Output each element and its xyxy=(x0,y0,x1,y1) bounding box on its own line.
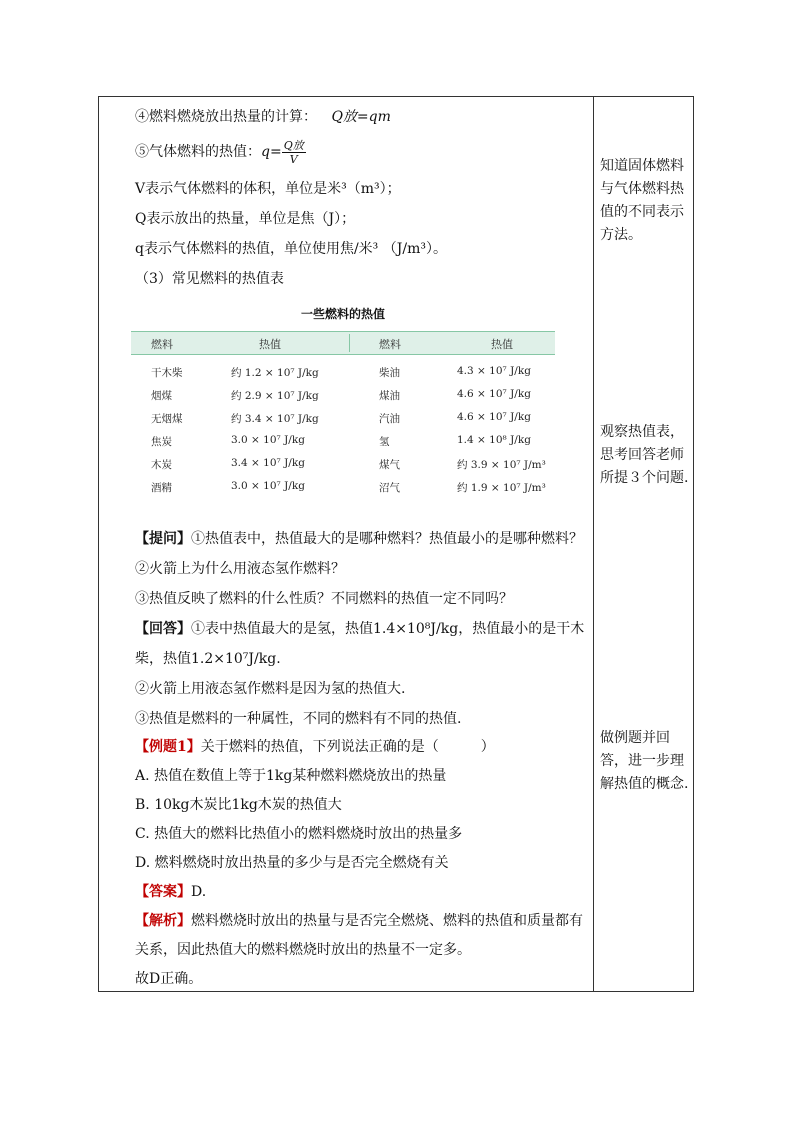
header-value-2: 热值 xyxy=(491,338,513,351)
formula-line-heat xyxy=(135,107,391,127)
question-2: ②火箭上为什么用液态氢作燃料？ xyxy=(135,561,345,577)
question-1-text: ①热值表中，热值最大的是哪种燃料？热值最小的是哪种燃料？ xyxy=(191,531,583,547)
side-note-3 xyxy=(600,727,688,796)
side-note-line: 答，进一步理 xyxy=(600,753,684,769)
row-fuel-1: 干木柴 xyxy=(151,367,183,379)
row-fuel-2: 煤气 xyxy=(379,459,400,471)
answer-label: 【回答】 xyxy=(135,621,191,637)
row-value-2: 约 3.9 × 10⁷ J/m³ xyxy=(457,459,546,471)
row-fuel-2: 氢 xyxy=(379,436,390,448)
question-3: ③热值反映了燃料的什么性质？不同燃料的热值一定不同吗？ xyxy=(135,591,513,607)
row-fuel-1: 木炭 xyxy=(151,459,172,471)
row-fuel-2: 沼气 xyxy=(379,482,400,494)
side-note-line: 与气体燃料热 xyxy=(600,181,684,197)
example-answer-label: 【答案】 xyxy=(135,884,191,900)
side-note-line: 做例题并回 xyxy=(600,730,670,746)
lesson-table xyxy=(98,96,694,992)
answer-1 xyxy=(135,619,584,639)
row-fuel-2: 汽油 xyxy=(379,413,400,425)
row-value-2: 4.3 × 10⁷ J/kg xyxy=(457,365,531,377)
header-fuel-1: 燃料 xyxy=(151,338,173,351)
question-1 xyxy=(135,529,583,549)
side-note-line: 值的不同表示 xyxy=(600,204,684,220)
header-separator xyxy=(349,334,350,352)
def-heat: Q表示放出的热量，单位是焦（J）； xyxy=(135,211,356,227)
example-analysis-text: 燃料燃烧时放出的热量与是否完全燃烧、燃料的热值和质量都有 xyxy=(191,913,583,929)
answer-1-text: ①表中热值最大的是氢，热值1.4×10⁸J/kg，热值最小的是干木 xyxy=(191,621,585,637)
row-value-2: 约 1.9 × 10⁷ J/m³ xyxy=(457,482,546,494)
fraction-denominator: V xyxy=(289,152,298,166)
example-analysis-cont: 关系，因此热值大的燃料燃烧时放出的热量不一定多。 xyxy=(135,942,471,958)
row-value-1: 3.0 × 10⁷ J/kg xyxy=(231,480,305,492)
example-stem xyxy=(135,737,495,757)
row-value-1: 约 3.4 × 10⁷ J/kg xyxy=(231,413,319,425)
example-analysis xyxy=(135,911,583,931)
example-analysis-label: 【解析】 xyxy=(135,913,191,929)
example-label: 【例题1】 xyxy=(135,739,201,755)
fuel-heat-value-table xyxy=(131,305,555,501)
header-value-1: 热值 xyxy=(259,338,281,351)
side-note-line: 思考回答老师 xyxy=(600,447,684,463)
def-heat-value: q表示气体燃料的热值，单位使用焦/米³ （J/m³）。 xyxy=(135,241,447,257)
row-fuel-1: 酒精 xyxy=(151,482,172,494)
question-label: 【提问】 xyxy=(135,531,191,547)
table-heading: （3）常见燃料的热值表 xyxy=(135,271,284,287)
row-value-1: 3.0 × 10⁷ J/kg xyxy=(231,434,305,446)
row-fuel-1: 焦炭 xyxy=(151,436,172,448)
side-note-line: 知道固体燃料 xyxy=(600,158,684,174)
formula-heat: Q放=qm xyxy=(331,109,391,125)
row-value-1: 约 2.9 × 10⁷ J/kg xyxy=(231,390,319,402)
row-value-2: 1.4 × 10⁸ J/kg xyxy=(457,434,531,446)
gas-formula-fraction xyxy=(282,139,306,166)
header-fuel-2: 燃料 xyxy=(379,338,401,351)
side-note-line: 观察热值表， xyxy=(600,424,684,440)
side-note-1 xyxy=(600,155,688,247)
answer-1-cont: 柴，热值1.2×10⁷J/kg. xyxy=(135,651,281,667)
gas-formula-label: ⑤气体燃料的热值： xyxy=(135,144,261,160)
side-note-line: 解热值的概念. xyxy=(600,776,689,792)
row-fuel-1: 无烟煤 xyxy=(151,413,183,425)
row-fuel-2: 煤油 xyxy=(379,390,400,402)
side-note-line: 所提３个问题. xyxy=(600,470,689,486)
row-value-2: 4.6 × 10⁷ J/kg xyxy=(457,388,531,400)
table-header-row xyxy=(131,331,555,355)
row-value-1: 约 1.2 × 10⁷ J/kg xyxy=(231,367,319,379)
formula-line-gas xyxy=(135,137,306,167)
def-volume: V表示气体燃料的体积，单位是米³（m³）； xyxy=(135,181,401,197)
row-value-1: 3.4 × 10⁷ J/kg xyxy=(231,457,305,469)
table-title: 一些燃料的热值 xyxy=(300,307,385,321)
main-column xyxy=(99,97,593,991)
answer-2: ②火箭上用液态氢作燃料是因为氢的热值大. xyxy=(135,681,406,697)
example-conclusion: 故D正确。 xyxy=(135,971,203,987)
answer-3: ③热值是燃料的一种属性，不同的燃料有不同的热值. xyxy=(135,711,462,727)
fraction-numerator: Q放 xyxy=(283,138,304,152)
example-answer-value: D. xyxy=(191,884,207,900)
option-a: A. 热值在数值上等于1kg某种燃料燃烧放出的热量 xyxy=(135,768,447,784)
row-value-2: 4.6 × 10⁷ J/kg xyxy=(457,411,531,423)
option-d: D. 燃料燃烧时放出热量的多少与是否完全燃烧有关 xyxy=(135,855,449,871)
gas-formula-lhs: q= xyxy=(261,144,282,160)
side-note-line: 方法。 xyxy=(600,227,642,243)
option-b: B. 10kg木炭比1kg木炭的热值大 xyxy=(135,797,342,813)
formula-label: ④燃料燃烧放出热量的计算： xyxy=(135,109,317,125)
row-fuel-1: 烟煤 xyxy=(151,390,172,402)
example-stem-text: 关于燃料的热值，下列说法正确的是（ ） xyxy=(200,739,495,755)
side-column xyxy=(594,97,694,991)
side-note-2 xyxy=(600,421,688,490)
row-fuel-2: 柴油 xyxy=(379,367,400,379)
option-c: C. 热值大的燃料比热值小的燃料燃烧时放出的热量多 xyxy=(135,826,463,842)
example-answer xyxy=(135,882,206,902)
